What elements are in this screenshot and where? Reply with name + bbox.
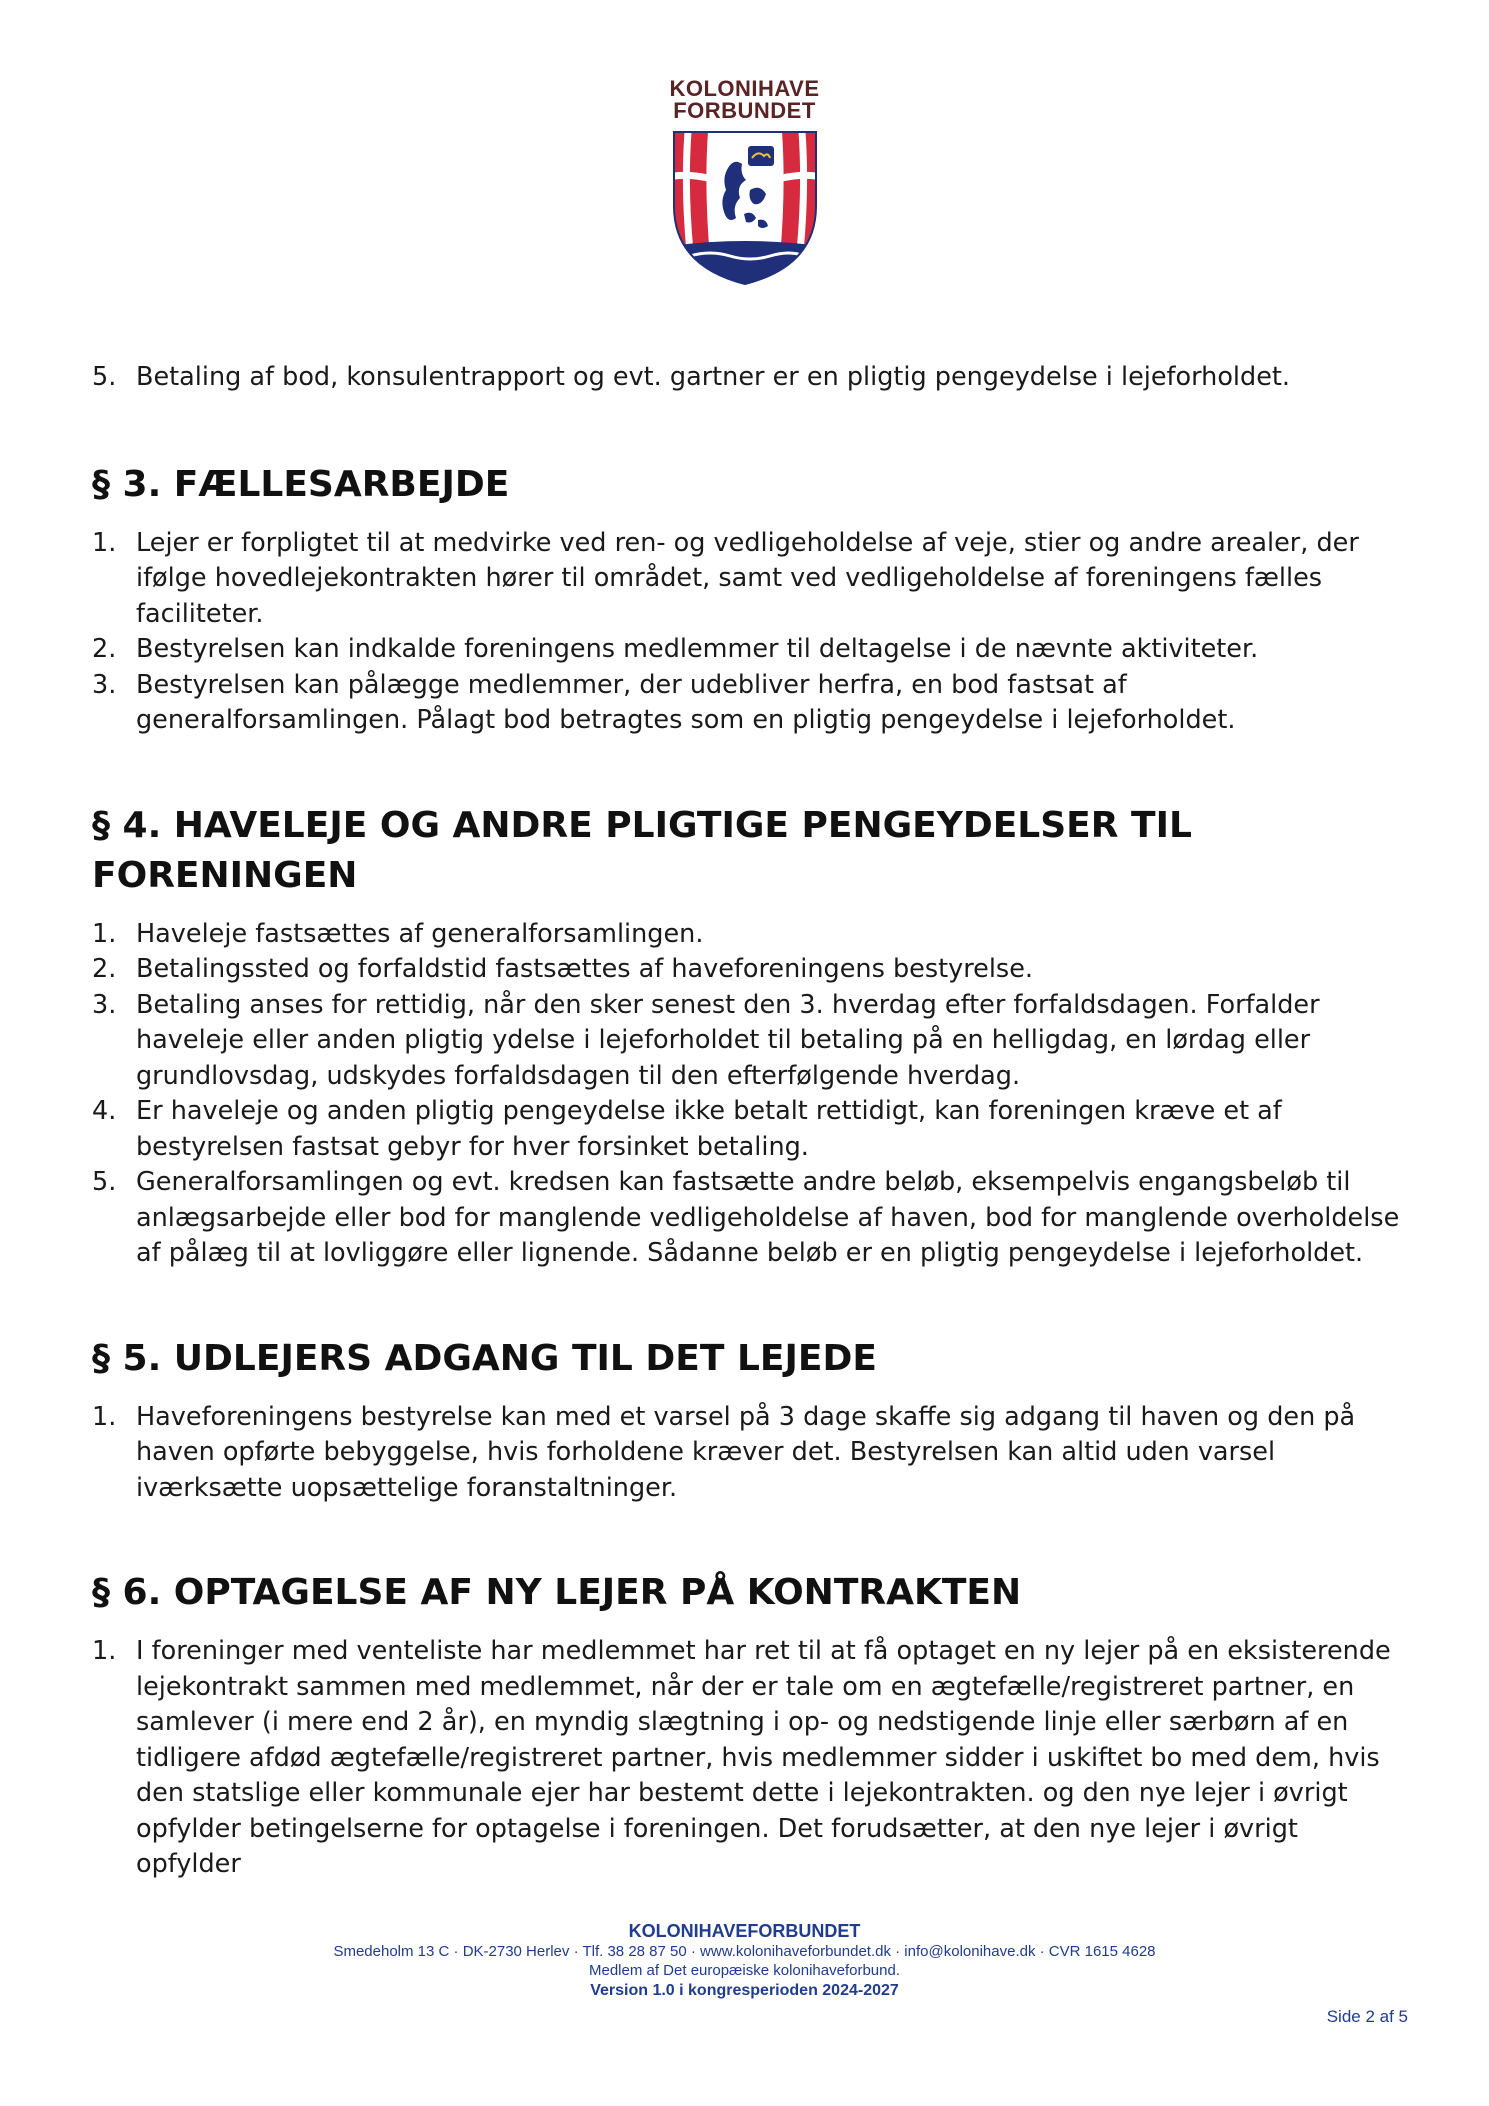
section-heading-3: § 3. FÆLLESARBEJDE: [92, 463, 510, 505]
list-item: 1. Lejer er forpligtet til at medvirke ved ren- og vedligeholdelse af veje, stier og andre arealer, der ifølge hovedlejekontrakten hører til området, samt ved vedligeholdelse af foreningens fælles faciliteter.: [92, 527, 1359, 629]
page-footer: [0, 1920, 1489, 2001]
logo-line-1: KOLONIHAVE: [669, 76, 820, 101]
section-heading-5: § 5. UDLEJERS ADGANG TIL DET LEJEDE: [92, 1337, 877, 1379]
logo-line-2: FORBUNDET: [673, 98, 816, 123]
list-item: 3. Bestyrelsen kan pålægge medlemmer, der udebliver herfra, en bod fastsat af generalforsamlingen. Pålagt bod betragtes som en pligtig pengeydelse i lejeforholdet.: [92, 669, 1236, 735]
footer-org: KOLONIHAVEFORBUNDET: [628, 1921, 861, 1941]
list-item: 2. Betalingssted og forfaldstid fastsættes af haveforeningens bestyrelse.: [92, 954, 1033, 984]
footer-version: Version 1.0 i kongresperioden 2024-2027: [590, 1982, 899, 1999]
section-3-list: [92, 526, 1402, 739]
list-item: 4. Er haveleje og anden pligtig pengeydelse ikke betalt rettidigt, kan foreningen kræve et af bestyrelsen fastsat gebyr for hver forsinket betaling.: [92, 1096, 1282, 1162]
list-item: 3. Betaling anses for rettidig, når den sker senest den 3. hverdag efter forfaldsdagen. Forfalder haveleje eller anden pligtig ydelse i lejeforholdet til betaling på en helligdag, en lørdag eller grundlovsdag, udskydes forfaldsdagen til den efterfølgende hverdag.: [92, 989, 1320, 1091]
list-item: 5. Betaling af bod, konsulentrapport og evt. gartner er en pligtig pengeydelse i lejeforholdet.: [92, 362, 1290, 392]
section-5-list: [92, 1400, 1402, 1507]
section-heading-6: § 6. OPTAGELSE AF NY LEJER PÅ KONTRAKTEN: [92, 1572, 1022, 1613]
footer-member: Medlem af Det europæiske kolonihaveforbund.: [588, 1962, 900, 1979]
list-item: 1. Haveforeningens bestyrelse kan med et varsel på 3 dage skaffe sig adgang til haven og den på haven opførte bebyggelse, hvis forholdene kræver det. Bestyrelsen kan altid uden varsel iværksætte uopsættelige foranstaltninger.: [92, 1401, 1356, 1503]
section-heading-4: § 4. HAVELEJE OG ANDRE PLIGTIGE PENGEYDELSER TIL FORENINGEN: [92, 804, 1192, 896]
page-number: Side 2 af 5: [1326, 2007, 1408, 2026]
list-item: 1. I foreninger med venteliste har medlemmet har ret til at få optaget en ny lejer på en eksisterende lejekontrakt sammen med medlemmet, når der er tale om en ægtefælle/registreret partner, en samlever (i mere end 2 år), en myndig slægtning i op- og nedstigende linje eller særbørn af en tidligere afdød ægtefælle/registreret partner, hvis medlemmer sidder i uskiftet bo med dem, hvis den statslige eller kommunale ejer har bestemt dette i lejekontrakten. og den nye lejer i øvrigt opfylder betingelserne for optagelse i foreningen. Det forudsætter, at den nye lejer i øvrigt opfylder: [92, 1636, 1391, 1879]
intro-list: [92, 360, 1402, 396]
list-item: 5. Generalforsamlingen og evt. kredsen kan fastsætte andre beløb, eksempelvis engangsbeløb til anlægsarbejde eller bod for manglende vedligeholdelse af haven, bod for manglende overholdelse af pålæg til at lovliggøre eller lignende. Sådanne beløb er en pligtig pengeydelse i lejeforholdet.: [92, 1167, 1400, 1268]
list-item: 1. Haveleje fastsættes af generalforsamlingen.: [92, 918, 704, 949]
section-6-list: [92, 1634, 1402, 1883]
document-body: [92, 360, 1402, 1883]
list-item: 2. Bestyrelsen kan indkalde foreningens medlemmer til deltagelse i de nævnte aktiviteter.: [92, 634, 1259, 664]
section-4-list: [92, 917, 1402, 1272]
shield-emblem-icon: [670, 128, 820, 288]
logo: [644, 78, 845, 288]
footer-address: Smedeholm 13 C · DK-2730 Herlev · Tlf. 38 28 87 50 · www.kolonihaveforbundet.dk · info@kolonihave.dk · CVR 1615 4628: [333, 1943, 1156, 1960]
